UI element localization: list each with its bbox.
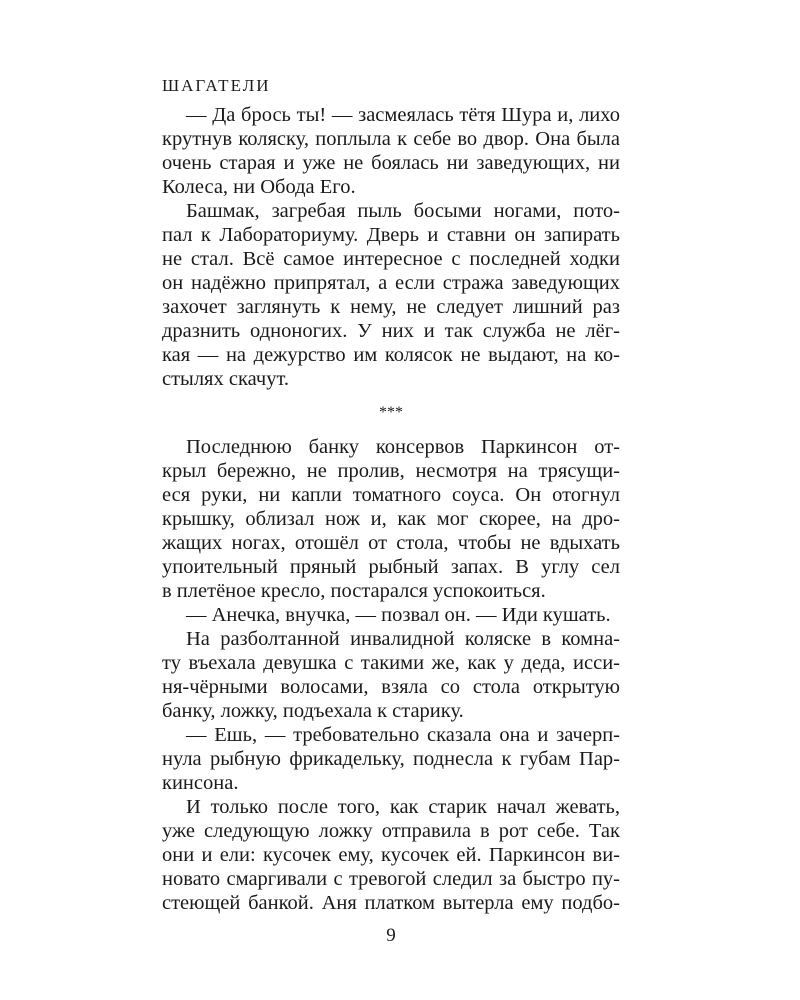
text-line: стеющей банкой. Аня платком вытерла ему подбо- — [162, 892, 620, 914]
text-line: крыл бережно, не пролив, несмотря на трясущи- — [162, 460, 620, 482]
text-line: жащих ногах, отошёл от стола, чтобы не вдыхать — [162, 532, 620, 554]
text-block-2 — [162, 435, 620, 915]
text-line: захочет заглянуть к нему, не следует лишний раз — [162, 296, 620, 318]
text-line: он надёжно припрятал, а если стража заведующих — [162, 272, 620, 294]
text-line: новато смаргивали с тревогой следил за быстро пу- — [162, 868, 620, 890]
text-line: — Да брось ты! — засмеялась тётя Шура и, лихо — [186, 104, 620, 126]
text-line: нула рыбную фрикадельку, поднесла к губам Пар- — [162, 748, 620, 770]
text-line: они и ели: кусочек ему, кусочек ей. Паркинсон ви- — [162, 844, 620, 866]
text-line: Последнюю банку консервов Паркинсон от- — [186, 436, 620, 458]
text-line: очень старая и уже не боялась ни заведующих, ни — [162, 152, 620, 174]
text-line: кинсона. — [162, 772, 239, 794]
text-line: крышку, облизал нож и, как мог скорее, на дро- — [162, 508, 620, 530]
text-line: еся руки, ни капли томатного соуса. Он отогнул — [162, 484, 620, 506]
text-line: в плетёное кресло, постарался успокоиться. — [162, 580, 546, 602]
text-line: банку, ложку, подъехала к старику. — [162, 700, 464, 722]
text-line: не стал. Всё самое интересное с последней ходки — [162, 248, 620, 270]
section-separator: *** — [379, 404, 403, 421]
text-line: ня-чёрными волосами, взяла со стола открытую — [162, 676, 620, 698]
book-page — [162, 0, 620, 1000]
page-number: 9 — [386, 925, 396, 946]
text-line: — Ешь, — требовательно сказала она и зачерп- — [186, 724, 620, 746]
text-line: Колеса, ни Обода Его. — [162, 176, 356, 198]
text-line: уже следующую ложку отправила в рот себе. Так — [162, 820, 620, 842]
text-line: пал к Лабораториуму. Дверь и ставни он запирать — [162, 224, 620, 246]
text-line: кая — на дежурство им колясок не выдают, на ко- — [162, 344, 620, 366]
text-line: стылях скачут. — [162, 368, 289, 390]
text-line: Башмак, загребая пыль босыми ногами, пото- — [186, 200, 620, 222]
text-block-1 — [162, 103, 620, 391]
text-line: крутнув коляску, поплыла к себе во двор. Она была — [162, 128, 620, 150]
text-line: упоительный пряный рыбный запах. В углу сел — [162, 556, 620, 578]
text-line: На разболтанной инвалидной коляске в комна- — [186, 628, 620, 650]
text-line: И только после того, как старик начал жевать, — [186, 796, 620, 818]
text-line: дразнить одноногих. У них и так служба не лёг- — [162, 320, 620, 342]
text-line: — Анечка, внучка, — позвал он. — Иди кушать. — [186, 604, 611, 626]
running-head: ШАГАТЕЛИ — [162, 76, 271, 95]
text-line: ту въехала девушка с такими же, как у деда, исси- — [162, 652, 620, 674]
